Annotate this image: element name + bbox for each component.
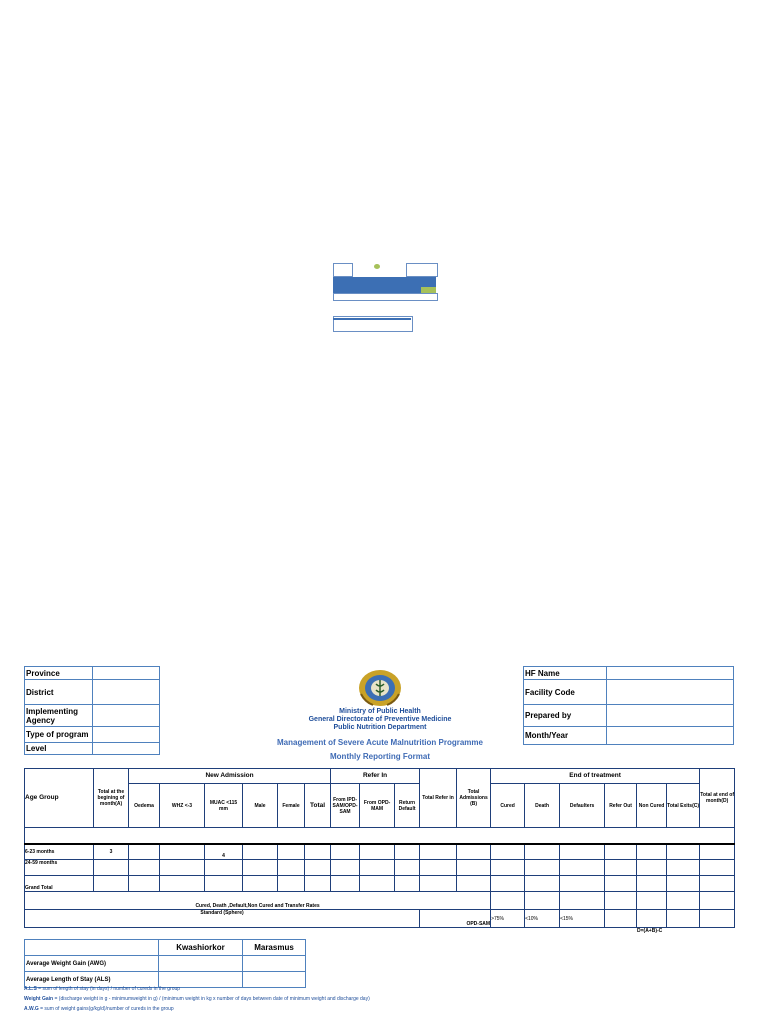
table-row bbox=[25, 844, 735, 860]
awg-label: Average Weight Gain (AWG) bbox=[25, 956, 159, 972]
note-awg: A.W.G = sum of weight gains(g/kg/d)/number of cureds in the group bbox=[24, 1006, 174, 1012]
program-type-label: Type of program bbox=[25, 727, 93, 743]
als-label: Average Length of Stay (ALS) bbox=[25, 972, 159, 988]
row-label: 6-23 months bbox=[25, 844, 94, 860]
org-line-2: General Directorate of Preventive Medicine bbox=[308, 716, 452, 723]
note-weight-gain: Weight Gain = (discharge weight in g - minimumweight in g) / (minimum weight in kg x number of days between date of minimum weight and discharge day) bbox=[24, 996, 370, 1002]
cell-total-begin[interactable] bbox=[94, 860, 129, 876]
cell-total-begin[interactable] bbox=[94, 876, 129, 892]
province-field[interactable] bbox=[93, 667, 160, 680]
whz-header: WHZ <-3 bbox=[160, 784, 205, 828]
end-treatment-header: End of treatment bbox=[491, 769, 700, 784]
total-header: Total bbox=[305, 784, 331, 828]
weight-stay-table bbox=[24, 939, 306, 988]
from-opd-header: From OPD-MAM bbox=[360, 784, 395, 828]
org-line-3: Public Nutrition Department bbox=[333, 724, 427, 731]
title-block bbox=[240, 668, 520, 764]
return-default-header: Return Default bbox=[395, 784, 420, 828]
report-table bbox=[24, 768, 735, 928]
district-field[interactable] bbox=[93, 680, 160, 705]
rates-label: Cured, Death ,Default,Non Cured and Transfer Rates bbox=[25, 892, 491, 910]
muac-header: MUAC <115 mm bbox=[205, 784, 243, 828]
total-exits-header: Total Exits(C) bbox=[667, 784, 700, 828]
from-ipd-header: From IPD-SAM/OPD-SAM bbox=[331, 784, 360, 828]
page-title: Management of Severe Acute Malnutrition Programme bbox=[277, 738, 483, 747]
female-header: Female bbox=[278, 784, 305, 828]
header-left-table bbox=[24, 666, 160, 755]
cured-standard: >75% bbox=[491, 910, 525, 928]
facility-code-label: Facility Code bbox=[524, 680, 607, 705]
implementing-agency-label: Implementing Agency bbox=[25, 705, 93, 727]
marasmus-header: Marasmus bbox=[243, 940, 306, 956]
total-refer-in-header: Total Refer in bbox=[420, 769, 457, 828]
row-label: Grand Total bbox=[25, 876, 94, 892]
implementing-agency-field[interactable] bbox=[93, 705, 160, 727]
refer-out-header: Refer Out bbox=[605, 784, 637, 828]
awg-marasmus-field[interactable] bbox=[243, 956, 306, 972]
ministry-seal-icon bbox=[357, 668, 403, 708]
hf-name-field[interactable] bbox=[607, 667, 734, 680]
age-group-header: Age Group bbox=[25, 769, 94, 828]
new-admission-header: New Admission bbox=[129, 769, 331, 784]
awg-kwashiorkor-field[interactable] bbox=[159, 956, 243, 972]
death-header: Death bbox=[525, 784, 560, 828]
cell-muac[interactable]: 4 bbox=[205, 844, 243, 860]
sheet-thumbnail bbox=[331, 261, 437, 331]
default-standard: <15% bbox=[560, 910, 605, 928]
row-label: 24-59 months bbox=[25, 860, 94, 876]
death-standard: <10% bbox=[525, 910, 560, 928]
spacer-row bbox=[25, 828, 735, 844]
formula-note: D=(A+B)-C bbox=[637, 928, 663, 934]
standard-label: Standard (Sphere) bbox=[25, 910, 420, 928]
level-label: Level bbox=[25, 743, 93, 755]
month-year-label: Month/Year bbox=[524, 727, 607, 745]
refer-in-header: Refer In bbox=[331, 769, 420, 784]
definitions-notes bbox=[24, 984, 370, 1014]
prepared-by-field[interactable] bbox=[607, 705, 734, 727]
total-begin-header: Total at the begining of month(A) bbox=[94, 769, 129, 828]
facility-code-field[interactable] bbox=[607, 680, 734, 705]
kwashiorkor-header: Kwashiorkor bbox=[159, 940, 243, 956]
level-field[interactable] bbox=[93, 743, 160, 755]
org-line-1: Ministry of Public Health bbox=[339, 708, 421, 715]
province-label: Province bbox=[25, 667, 93, 680]
cured-header: Cured bbox=[491, 784, 525, 828]
header-right-table bbox=[523, 666, 734, 745]
total-end-header: Total at end of month(D) bbox=[700, 769, 735, 828]
male-header: Male bbox=[243, 784, 278, 828]
total-admissions-header: Total Admissions (B) bbox=[457, 769, 491, 828]
cell-muac[interactable] bbox=[205, 876, 243, 892]
prepared-by-label: Prepared by bbox=[524, 705, 607, 727]
opd-sam-label: OPD-SAM bbox=[420, 910, 491, 928]
page-subtitle: Monthly Reporting Format bbox=[330, 752, 430, 761]
non-cured-header: Non Cured bbox=[637, 784, 667, 828]
table-row bbox=[25, 876, 735, 892]
month-year-field[interactable] bbox=[607, 727, 734, 745]
cell-muac[interactable] bbox=[205, 860, 243, 876]
program-type-field[interactable] bbox=[93, 727, 160, 743]
defaulters-header: Defaulters bbox=[560, 784, 605, 828]
cell-total-begin[interactable]: 3 bbox=[94, 844, 129, 860]
district-label: District bbox=[25, 680, 93, 705]
oedema-header: Oedema bbox=[129, 784, 160, 828]
table-row bbox=[25, 860, 735, 876]
note-als: A.L.S = sum of length of stay (in days) / number of cureds in the group bbox=[24, 986, 181, 992]
hf-name-label: HF Name bbox=[524, 667, 607, 680]
